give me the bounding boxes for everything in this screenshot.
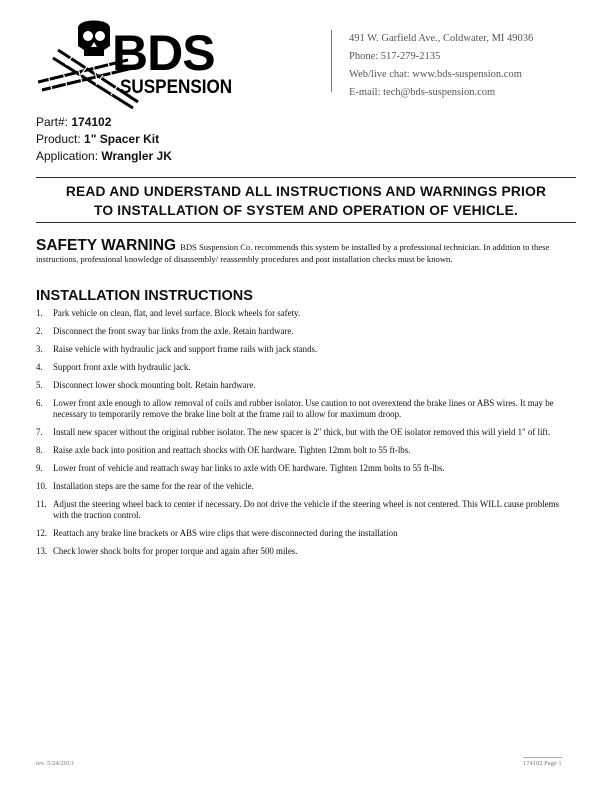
safety-heading: SAFETY WARNING: [36, 237, 177, 254]
step-number: 8.: [36, 445, 43, 455]
step-text: Disconnect the front sway bar links from the axle. Retain hardware.: [53, 326, 294, 336]
instruction-step: [36, 481, 576, 492]
application: [36, 148, 172, 165]
divider-top: [36, 177, 576, 178]
web-link[interactable]: Web/live chat: www.bds-suspension.com: [349, 69, 522, 80]
step-number: 12.: [36, 528, 48, 538]
logo-brand-text: BDS: [112, 25, 215, 81]
instructions-heading: INSTALLATION INSTRUCTIONS: [36, 288, 253, 304]
instruction-step: [36, 445, 576, 456]
step-text: Park vehicle on clean, flat, and level surface. Block wheels for safety.: [53, 308, 301, 318]
divider-bottom: [36, 222, 576, 223]
warning-banner: [36, 182, 576, 220]
product-meta: [36, 114, 172, 165]
part-label: Part#:: [36, 115, 69, 129]
step-text: Lower front of vehicle and reattach sway bar links to axle with OE hardware. Tighten 12mm bolts to 55 ft-lbs.: [53, 463, 445, 473]
phone: Phone: 517-279-2135: [349, 51, 441, 62]
step-text: Raise axle back into position and reattach shocks with OE hardware. Tighten 12mm bolt to 55 ft-lbs.: [53, 445, 411, 455]
step-text: Install new spacer without the original rubber isolator. The new spacer is 2" thick, but with the OE isolator removed this will yield 1" of lift.: [53, 427, 551, 437]
step-number: 11.: [36, 499, 47, 509]
step-text: Check lower shock bolts for proper torque and again after 500 miles.: [53, 546, 298, 556]
step-number: 2.: [36, 326, 43, 336]
step-number: 13.: [36, 546, 48, 556]
email-link[interactable]: E-mail: tech@bds-suspension.com: [349, 87, 496, 98]
step-number: 7.: [36, 427, 43, 437]
step-number: 1.: [36, 308, 43, 318]
bds-logo: [38, 20, 233, 110]
instruction-step: [36, 463, 576, 474]
product-value: 1" Spacer Kit: [84, 132, 160, 146]
instruction-step: [36, 344, 576, 355]
step-text: Installation steps are the same for the rear of the vehicle.: [53, 481, 254, 491]
step-text: Lower front axle enough to allow removal of coils and rubber isolator. Use caution to not overextend the brake lines or ABS wires. It may be necessary to temporarily remove the brake line bolt at the frame rail to allow for maximum droop.: [53, 398, 554, 419]
part-value: 174102: [71, 115, 112, 129]
step-number: 3.: [36, 344, 43, 354]
banner-line-1: READ AND UNDERSTAND ALL INSTRUCTIONS AND WARNINGS PRIOR: [65, 184, 547, 199]
step-number: 5.: [36, 380, 43, 390]
instruction-step: [36, 427, 576, 438]
step-text: Disconnect lower shock mounting bolt. Retain hardware.: [53, 380, 256, 390]
step-number: 6.: [36, 398, 43, 408]
step-text: Adjust the steering wheel back to center if necessary. Do not drive the vehicle if the steering wheel is not centered. This WILL cause problems with the traction control.: [53, 499, 559, 520]
application-label: Application:: [36, 149, 99, 163]
logo-sub-text: SUSPENSION: [120, 77, 233, 98]
product: [36, 131, 172, 148]
page-number: 174102 Page 1: [523, 757, 562, 767]
contact-block: [331, 30, 534, 98]
instruction-step: [36, 499, 576, 521]
step-number: 9.: [36, 463, 43, 473]
instruction-step: [36, 546, 576, 557]
instruction-step: [36, 380, 576, 391]
banner-line-2: TO INSTALLATION OF SYSTEM AND OPERATION OF VEHICLE.: [93, 203, 519, 218]
part-number: [36, 114, 172, 131]
instruction-step: [36, 528, 576, 539]
step-number: 10.: [36, 481, 48, 491]
product-label: Product:: [36, 132, 81, 146]
step-number: 4.: [36, 362, 43, 372]
instruction-step: [36, 308, 576, 319]
step-text: Raise vehicle with hydraulic jack and support frame rails with jack stands.: [53, 344, 318, 354]
step-text: Support front axle with hydraulic jack.: [53, 362, 191, 372]
step-text: Reattach any brake line brackets or ABS wire clips that were disconnected during the installation: [53, 528, 398, 538]
safety-warning: [36, 238, 576, 265]
instruction-list: [36, 308, 576, 564]
instruction-step: [36, 398, 576, 420]
safety-text: BDS Suspension Co. recommends this system be installed by a professional technician. In addition to these instructions, professional knowledge of disassembly/ reassembly procedures and post installation checks must be known.: [36, 242, 550, 264]
address: 491 W. Garfield Ave., Coldwater, MI 49036: [349, 33, 534, 44]
revision-date: rev. 5/24/2013: [36, 760, 74, 767]
instruction-step: [36, 326, 576, 337]
instruction-step: [36, 362, 576, 373]
application-value: Wrangler JK: [101, 149, 172, 163]
